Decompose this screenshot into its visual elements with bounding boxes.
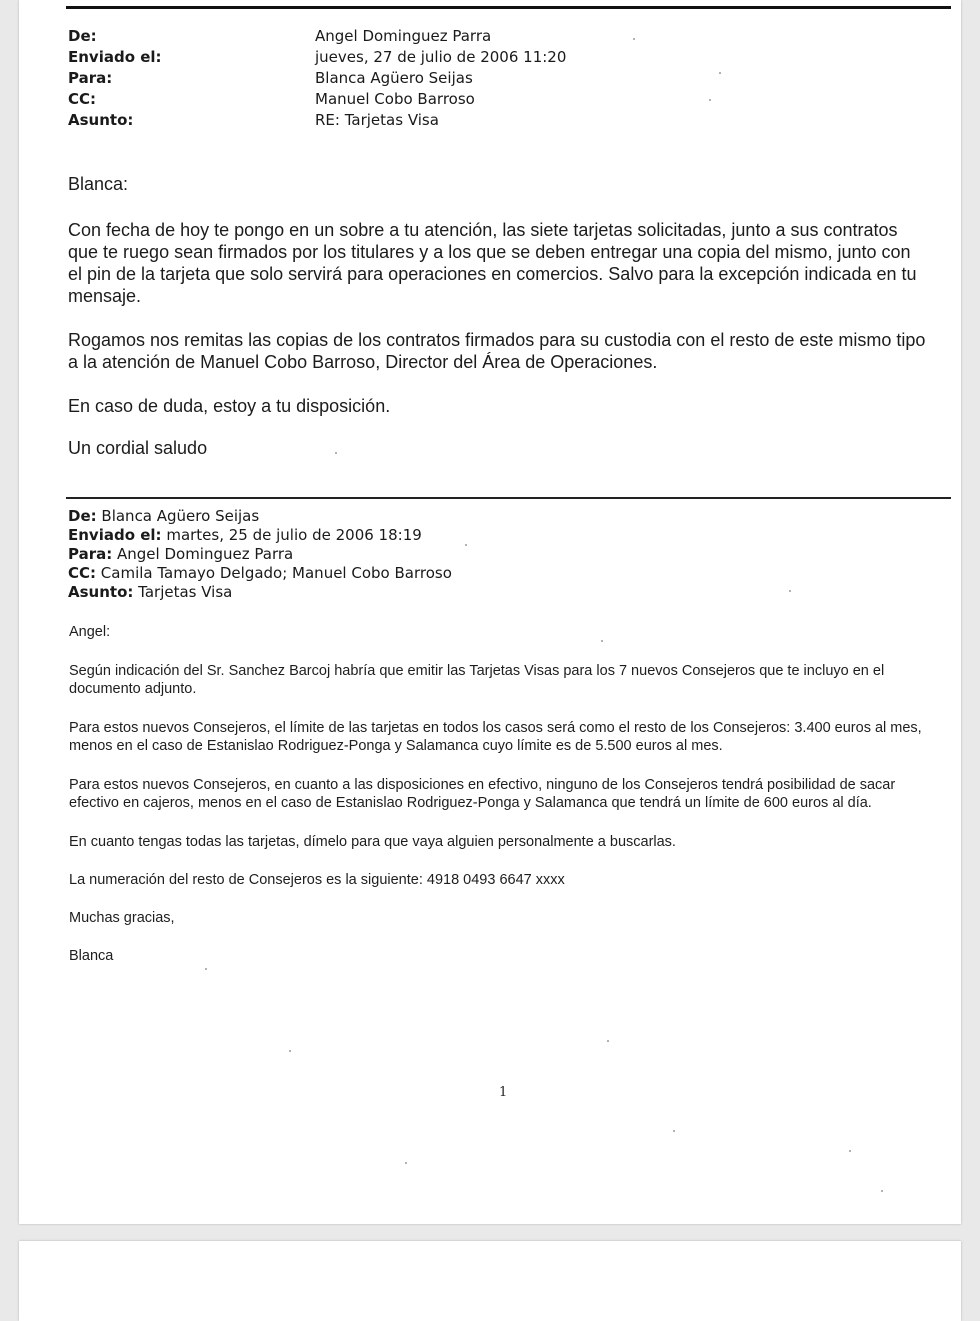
scan-speck <box>465 544 467 546</box>
scan-speck <box>289 1050 291 1052</box>
header-value: Angel Dominguez Parra <box>315 27 492 45</box>
scan-speck <box>633 38 635 40</box>
top-divider <box>66 6 951 9</box>
email-2-salutation: Angel: <box>69 624 111 640</box>
email-1-closing: Un cordial saludo <box>68 438 208 458</box>
email-1-salutation: Blanca: <box>68 174 129 194</box>
header-value: Manuel Cobo Barroso <box>315 90 475 108</box>
header-value: Blanca Agüero Seijas <box>101 507 260 525</box>
email-1-header-subject <box>68 111 948 132</box>
header-value: Blanca Agüero Seijas <box>315 69 473 87</box>
email-1-header-from <box>68 27 948 48</box>
header-label: CC: <box>68 564 97 582</box>
header-label: De: <box>68 507 97 525</box>
scan-speck <box>849 1150 851 1152</box>
email-1-header <box>68 27 948 132</box>
scan-speck <box>205 968 207 970</box>
header-value: jueves, 27 de julio de 2006 11:20 <box>315 48 567 66</box>
header-label: Asunto: <box>68 111 134 129</box>
header-label: Enviado el: <box>68 526 162 544</box>
email-1-body <box>68 173 928 459</box>
scan-speck <box>789 590 791 592</box>
scan-speck <box>601 640 603 642</box>
quoted-message-divider <box>66 497 951 499</box>
email-2-closing: Muchas gracias, <box>69 910 175 926</box>
email-1-header-to <box>68 69 948 90</box>
email-2-header-from <box>68 507 928 526</box>
document-page-1 <box>19 0 961 1224</box>
header-label: Enviado el: <box>68 48 162 66</box>
header-label: Asunto: <box>68 583 134 601</box>
scan-speck <box>607 1040 609 1042</box>
email-1-header-cc <box>68 90 948 111</box>
email-2-signature: Blanca <box>69 948 114 964</box>
header-label: De: <box>68 27 97 45</box>
email-1-paragraph: Rogamos nos remitas las copias de los contratos firmados para su custodia con el resto de este mismo tipo a la atención de Manuel Cobo Barroso, Director del Área de Operaciones. <box>68 330 926 372</box>
scan-speck <box>673 1130 675 1132</box>
email-2-paragraph: Según indicación del Sr. Sanchez Barcoj habría que emitir las Tarjetas Visas para los 7 nuevos Consejeros que te incluyo en el documento adjunto. <box>69 663 885 697</box>
page-number: 1 <box>499 1085 508 1100</box>
email-2-header <box>68 507 928 602</box>
email-1-header-sent <box>68 48 948 69</box>
email-2-header-cc <box>68 564 928 583</box>
scan-speck <box>881 1190 883 1192</box>
scan-speck <box>405 1162 407 1164</box>
header-value: Camila Tamayo Delgado; Manuel Cobo Barroso <box>100 564 452 582</box>
email-2-body <box>69 623 939 986</box>
scan-speck <box>335 452 337 454</box>
header-label: Para: <box>68 545 113 563</box>
email-2-paragraph: Para estos nuevos Consejeros, el límite de las tarjetas en todos los casos será como el resto de los Consejeros: 3.400 euros al mes, menos en el caso de Estanislao Rodriguez-Ponga y Salamanca cuyo límite es de 5.500 euros al mes. <box>69 720 922 754</box>
email-2-header-to <box>68 545 928 564</box>
email-2-paragraph: La numeración del resto de Consejeros es la siguiente: 4918 0493 6647 xxxx <box>69 872 565 888</box>
email-2-paragraph: Para estos nuevos Consejeros, en cuanto a las disposiciones en efectivo, ninguno de los Consejeros tendrá posibilidad de sacar efectivo en cajeros, menos en el caso de Estanislao Rodriguez-Ponga y Salamanca que tendrá un límite de 600 euros al día. <box>69 777 896 811</box>
scan-speck <box>719 72 721 74</box>
document-page-2 <box>19 1241 961 1321</box>
header-value: Tarjetas Visa <box>138 583 233 601</box>
header-label: Para: <box>68 69 113 87</box>
header-label: CC: <box>68 90 97 108</box>
email-2-paragraph: En cuanto tengas todas las tarjetas, dímelo para que vaya alguien personalmente a buscarlas. <box>69 834 676 850</box>
header-value: Angel Dominguez Parra <box>117 545 294 563</box>
scan-speck <box>709 99 711 101</box>
header-value: martes, 25 de julio de 2006 18:19 <box>166 526 422 544</box>
email-1-paragraph: Con fecha de hoy te pongo en un sobre a tu atención, las siete tarjetas solicitadas, junto a sus contratos que te ruego sean firmados por los titulares y a los que se deben entregar una copia del mismo, junto con el pin de la tarjeta que solo servirá para operaciones en comercios. Salvo para la excepción indicada en tu mensaje. <box>68 220 917 306</box>
email-1-paragraph: En caso de duda, estoy a tu disposición. <box>68 396 391 416</box>
email-2-header-subject <box>68 583 928 602</box>
email-2-header-sent <box>68 526 928 545</box>
header-value: RE: Tarjetas Visa <box>315 111 439 129</box>
